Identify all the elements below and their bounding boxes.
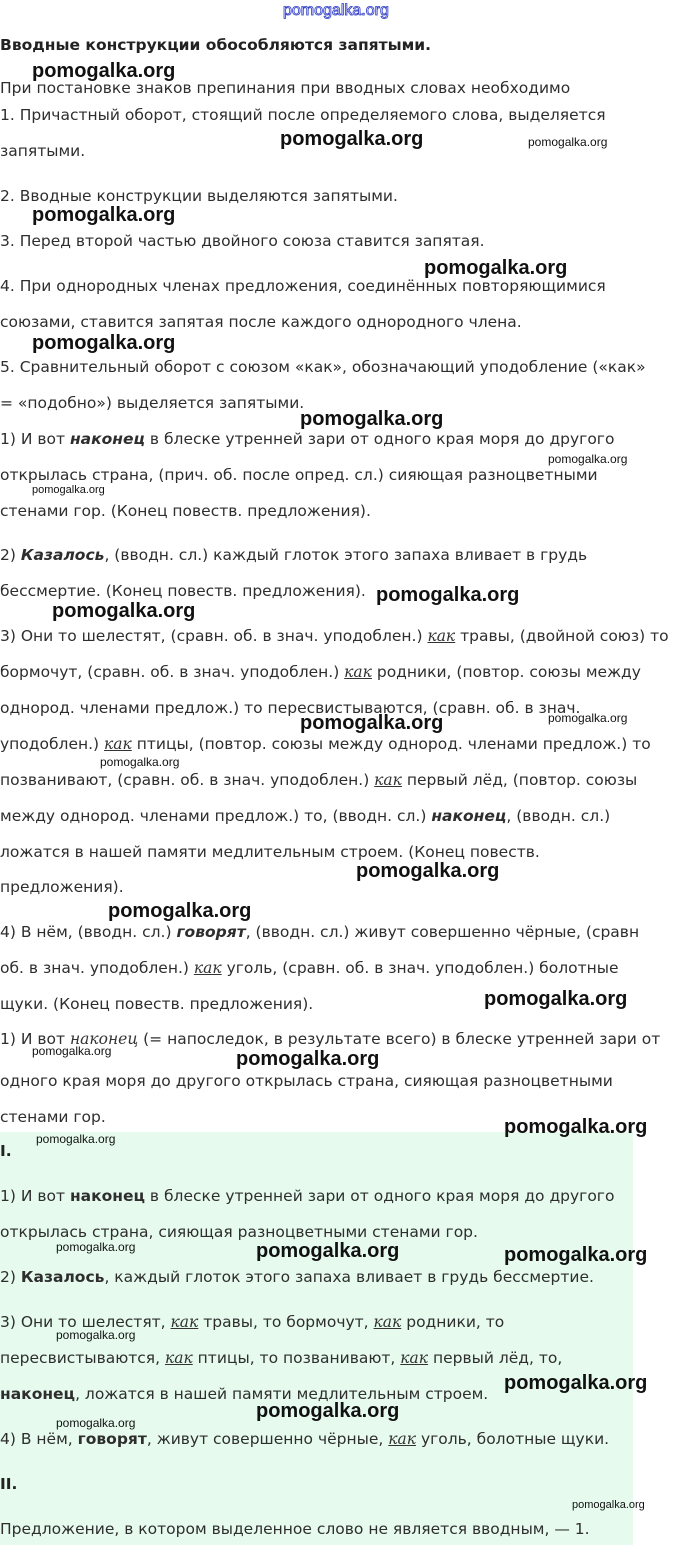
analysis-1-line-1: 1) И вот наконец в блеске утренней зари от одного края моря до другого xyxy=(0,430,615,448)
watermark: pomogalka.org xyxy=(32,484,105,496)
keyword: наконец xyxy=(69,430,145,448)
watermark-header: pomogalka.org xyxy=(283,2,389,19)
analysis-2-line-1: 2) Казалось, (вводн. сл.) каждый глоток этого запаха вливает в грудь xyxy=(0,546,588,564)
variant-line-1: 1) И вот наконец (= напоследок, в результате всего) в блеске утренней зари от xyxy=(0,1030,661,1048)
watermark: pomogalka.org xyxy=(424,257,568,279)
handwritten-kak: как xyxy=(400,1349,429,1367)
analysis-3-line-1: 3) Они то шелестят, (сравн. об. в знач. уподоблен.) как травы, (двойной союз) то xyxy=(0,627,669,645)
analysis-3-line-3: однород. членами предлож.) то пересвистываются, (сравн. об. в знач. xyxy=(0,699,581,717)
analysis-3-line-5: позванивают, (сравн. об. в знач. уподоблен.) как первый лёд, (повтор. союзы xyxy=(0,771,638,789)
watermark: pomogalka.org xyxy=(300,408,444,430)
variant-line-2: одного края моря до другого открылась страна, сияющая разноцветными xyxy=(0,1072,613,1090)
answer-4-line-1: 4) В нём, говорят, живут совершенно чёрные, как уголь, болотные щуки. xyxy=(0,1430,610,1448)
rule-item-2: 2. Вводные конструкции выделяются запятыми. xyxy=(0,187,398,205)
answer-conclusion: Предложение, в котором выделенное слово не является вводным, — 1. xyxy=(0,1520,590,1538)
handwritten-kak: как xyxy=(374,771,402,789)
watermark: pomogalka.org xyxy=(548,711,628,725)
watermark: pomogalka.org xyxy=(32,1044,112,1058)
watermark: pomogalka.org xyxy=(108,900,252,922)
keyword: наконец xyxy=(69,1187,145,1205)
watermark: pomogalka.org xyxy=(504,1116,648,1138)
watermark: pomogalka.org xyxy=(32,60,176,82)
watermark: pomogalka.org xyxy=(32,332,176,354)
handwritten-kak: как xyxy=(373,1313,402,1331)
variant-line-3: стенами гор. xyxy=(0,1108,106,1126)
watermark: pomogalka.org xyxy=(52,600,196,622)
keyword: наконец xyxy=(431,807,507,825)
handwritten-kak: как xyxy=(170,1313,199,1331)
handwritten-word: наконец xyxy=(69,1030,139,1048)
section-two-label: II. xyxy=(0,1475,18,1493)
analysis-3-line-7: ложатся в нашей памяти медлительным строем. (Конец повеств. xyxy=(0,843,540,861)
analysis-3-line-2: бормочут, (сравн. об. в знач. уподоблен.) как родники, (повтор. союзы между xyxy=(0,663,641,681)
handwritten-kak: как xyxy=(164,1349,193,1367)
analysis-2-line-2: бессмертие. (Конец повеств. предложения). xyxy=(0,582,366,600)
watermark: pomogalka.org xyxy=(356,860,500,882)
watermark: pomogalka.org xyxy=(100,755,180,769)
keyword: наконец xyxy=(0,1385,76,1403)
rule-item-1b: запятыми. xyxy=(0,142,86,160)
watermark: pomogalka.org xyxy=(56,1416,136,1430)
handwritten-kak: как xyxy=(388,1430,417,1448)
analysis-3-line-4: уподоблен.) как птицы, (повтор. союзы между однород. членами предлож.) то xyxy=(0,735,651,753)
watermark: pomogalka.org xyxy=(256,1240,400,1262)
rule-item-1a: 1. Причастный оборот, стоящий после определяемого слова, выделяется xyxy=(0,106,606,124)
watermark: pomogalka.org xyxy=(56,1328,136,1342)
answer-1-line-1: 1) И вот наконец в блеске утренней зари от одного края моря до другого xyxy=(0,1187,615,1205)
handwritten-kak: как xyxy=(427,627,456,645)
handwritten-kak: как xyxy=(104,735,132,753)
watermark: pomogalka.org xyxy=(572,1499,645,1511)
watermark: pomogalka.org xyxy=(32,204,176,226)
answer-1-line-2: открылась страна, сияющая разноцветными стенами гор. xyxy=(0,1223,478,1241)
answer-3-line-3: наконец, ложатся в нашей памяти медлительным строем. xyxy=(0,1385,489,1403)
answer-3-line-2: пересвистываются, как птицы, то позванивают, как первый лёд, то, xyxy=(0,1349,563,1367)
watermark: pomogalka.org xyxy=(376,584,520,606)
watermark: pomogalka.org xyxy=(236,1048,380,1070)
analysis-3-line-6: между однород. членами предлож.) то, (вводн. сл.) наконец, (вводн. сл.) xyxy=(0,807,611,825)
rule-item-4b: союзами, ставится запятая после каждого однородного члена. xyxy=(0,313,522,331)
watermark: pomogalka.org xyxy=(504,1244,648,1266)
analysis-1-line-2: открылась страна, (прич. об. после опред. сл.) сияющая разноцветными xyxy=(0,466,598,484)
analysis-1-line-3: стенами гор. (Конец повеств. предложения). xyxy=(0,502,371,520)
watermark: pomogalka.org xyxy=(280,128,424,150)
keyword: говорят xyxy=(77,1430,147,1448)
watermark: pomogalka.org xyxy=(36,1132,116,1146)
watermark: pomogalka.org xyxy=(548,452,628,466)
watermark: pomogalka.org xyxy=(528,135,608,149)
watermark: pomogalka.org xyxy=(504,1372,648,1394)
analysis-4-line-3: щуки. (Конец повеств. предложения). xyxy=(0,995,314,1013)
rule-intro: При постановке знаков препинания при вводных словах необходимо xyxy=(0,79,571,97)
analysis-3-line-8: предложения). xyxy=(0,878,124,896)
rule-item-5a: 5. Сравнительный оборот с союзом «как», обозначающий уподобление («как» xyxy=(0,358,646,376)
handwritten-kak: как xyxy=(344,663,372,681)
watermark: pomogalka.org xyxy=(256,1400,400,1422)
rule-heading: Вводные конструкции обособляются запятыми. xyxy=(0,36,432,54)
handwritten-kak: как xyxy=(193,959,222,977)
rule-item-5b: = «подобно») выделяется запятыми. xyxy=(0,394,305,412)
answer-2-line-1: 2) Казалось, каждый глоток этого запаха вливает в грудь бессмертие. xyxy=(0,1268,594,1286)
rule-item-3: 3. Перед второй частью двойного союза ставится запятая. xyxy=(0,232,485,250)
keyword: говорят xyxy=(176,923,246,941)
watermark: pomogalka.org xyxy=(300,712,444,734)
keyword: Казалось xyxy=(20,546,105,564)
watermark: pomogalka.org xyxy=(56,1240,136,1254)
analysis-4-line-1: 4) В нём, (вводн. сл.) говорят, (вводн. сл.) живут совершенно чёрные, (сравн xyxy=(0,923,640,941)
rule-item-4a: 4. При однородных членах предложения, соединённых повторяющимися xyxy=(0,277,606,295)
section-one-label: I. xyxy=(0,1142,12,1160)
keyword: Казалось xyxy=(20,1268,105,1286)
analysis-4-line-2: об. в знач. уподоблен.) как уголь, (сравн. об. в знач. уподоблен.) болотные xyxy=(0,959,619,977)
watermark: pomogalka.org xyxy=(484,988,628,1010)
answer-3-line-1: 3) Они то шелестят, как травы, то бормочут, как родники, то xyxy=(0,1313,505,1331)
